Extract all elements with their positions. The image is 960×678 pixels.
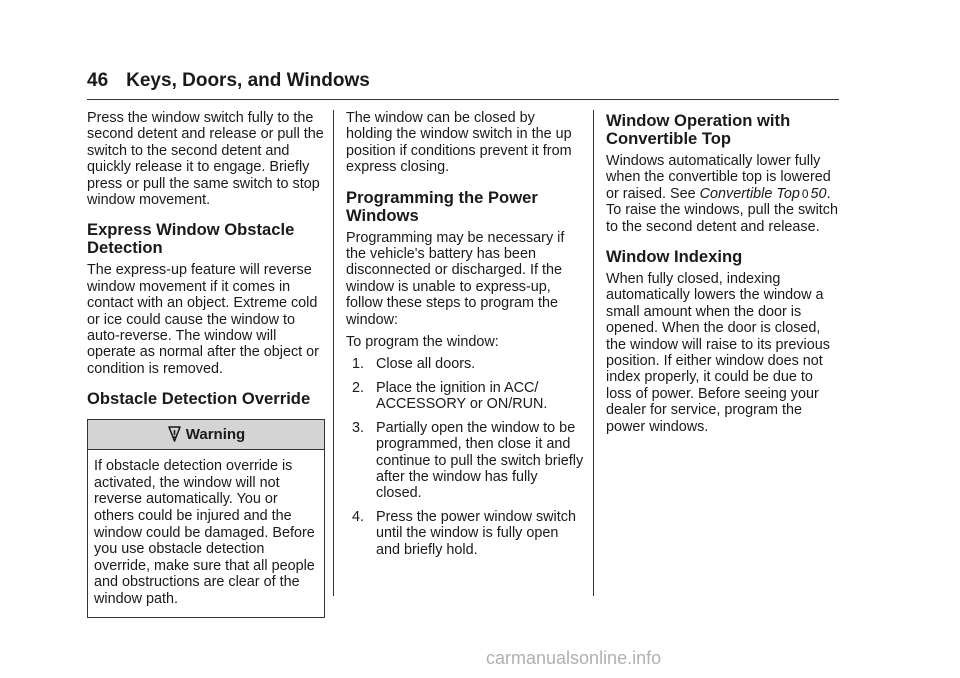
indexing-heading: Window Indexing	[606, 247, 743, 267]
programming-paragraph: Programming may be necessary if the vehicle's battery has been disconnected or discharged. If the window is unable to express-up, follow these steps to program the window:	[346, 229, 565, 328]
step-text: Place the ignition in ACC/ ACCESSORY or ON/RUN.	[376, 379, 548, 413]
step-text: Partially open the window to be programmed, then close it and continue to pull the switch briefly after the window has fully closed.	[376, 419, 584, 502]
step-number: 4.	[352, 508, 365, 525]
watermark: carmanualsonline.info	[486, 648, 662, 668]
column-divider-1	[333, 110, 334, 596]
column-1	[87, 110, 325, 618]
convertible-top-link[interactable]: Convertible Top	[699, 185, 800, 202]
cross-reference-icon: 0	[801, 186, 809, 201]
step-number: 1.	[352, 356, 365, 373]
list-item	[346, 380, 584, 413]
convertible-text-1: Windows automatically lower fully when the convertible top is lowered or raised. See	[606, 153, 831, 202]
intro-paragraph: Press the window switch fully to the second detent and release or pull the switch to the second detent and quickly release it to engage. Briefly press or pull the same switch to stop window movement.	[87, 110, 324, 209]
step-text: Press the power window switch until the window is fully open and briefly hold.	[376, 508, 576, 558]
express-paragraph: The express-up feature will reverse window movement if it comes in contact with an object. Extreme cold or ice could cause the window to auto-reverse. The window will operate as normal after the object or condition is removed.	[87, 262, 319, 377]
warning-body: If obstacle detection override is activated, the window will not reverse automatically. You or others could be injured and the window could be damaged. Before you use obstacle detection override, make sure that all people and obstructions are clear of the window path.	[94, 458, 315, 608]
header-rule	[87, 99, 839, 100]
steps-intro: To program the window:	[346, 334, 499, 351]
warning-box	[87, 419, 325, 617]
convertible-paragraph	[606, 153, 842, 235]
indexing-paragraph: When fully closed, indexing automatically lowers the window a small amount when the door is opened. When the door is closed, the window will raise to its previous position. If either window does not index properly, it could be due to loss of power. Before seeing your dealer for service, program the power windows.	[606, 271, 830, 435]
step-number: 2.	[352, 379, 365, 396]
column-2	[346, 110, 584, 565]
step-number: 3.	[352, 419, 365, 436]
convertible-text-2: . To raise the windows, pull the switch to the second detent and release.	[606, 185, 838, 235]
convertible-heading: Window Operation with Convertible Top	[606, 111, 791, 148]
warning-triangle-icon	[167, 426, 182, 443]
step-text: Close all doors.	[376, 356, 476, 373]
steps-list	[346, 356, 584, 557]
warning-title: Warning	[185, 425, 246, 443]
page-number: 46	[87, 70, 109, 91]
column-divider-2	[593, 110, 594, 596]
override-heading: Obstacle Detection Override	[87, 389, 311, 409]
column-3	[606, 110, 842, 441]
list-item	[346, 356, 584, 372]
programming-heading: Programming the Power Windows	[346, 187, 538, 225]
reference-page-number: 50	[810, 185, 827, 202]
section-title: Keys, Doors, and Windows	[126, 70, 370, 91]
page-header	[87, 70, 370, 92]
list-item	[346, 509, 584, 558]
list-item	[346, 420, 584, 502]
close-paragraph: The window can be closed by holding the window switch in the up position if conditions prevent it from express closing.	[346, 110, 572, 176]
warning-header	[88, 420, 324, 450]
express-heading: Express Window Obstacle Detection	[87, 220, 295, 258]
